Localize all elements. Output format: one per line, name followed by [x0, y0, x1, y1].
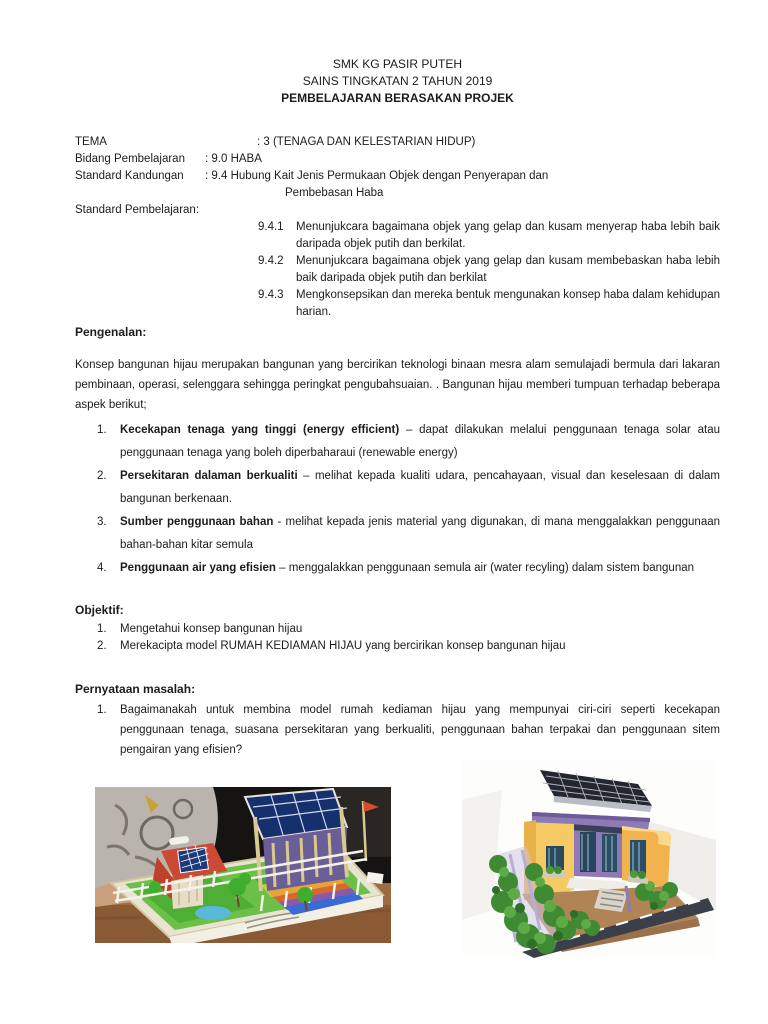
- item-text: Bagaimanakah untuk membina model rumah kediaman hijau yang mempunyai ciri-ciri seperti kecekapan penggunaan tenaga, suasana persekitaran yang berkualiti, penggunaan bahan terpakai dan penggunaan sitem pengairan yang efisien?: [120, 704, 720, 756]
- list-item: [97, 700, 720, 760]
- item-number: 9.4.2: [258, 255, 284, 267]
- item-number: 9.4.3: [258, 289, 284, 301]
- list-item: [258, 287, 720, 321]
- item-rest: - melihat kepada jenis material yang digunakan, di mana menggalakkan penggunaan bahan-bahan kitar semula: [120, 516, 721, 551]
- list-item: [97, 621, 720, 638]
- bidang-label: Bidang Pembelajaran: [75, 153, 185, 165]
- item-number: 3.: [97, 516, 107, 528]
- list-item: [258, 253, 720, 287]
- pengenalan-heading: Pengenalan:: [75, 325, 147, 339]
- list-item: [97, 638, 720, 655]
- meta-block: [75, 134, 720, 219]
- standard-pembelajaran-list: [258, 219, 720, 321]
- list-item: [258, 219, 720, 253]
- pernyataan-heading: Pernyataan masalah:: [75, 682, 196, 696]
- item-text: Menunjukcara bagaimana objek yang gelap dan kusam menyerap haba lebih baik daripada objek putih dan berkilat.: [296, 221, 720, 250]
- pengenalan-paragraph: Konsep bangunan hijau merupakan bangunan yang bercirikan teknologi binaan mesra alam semulajadi bermula dari lakaran pembinaan, operasi, selenggara sehingga peringkat pengubahsuaian. . Bangunan hijau memberi tumpuan terhadap beberapa aspek berikut;: [75, 359, 720, 411]
- standard-kandungan-value-cont: Pembebasan Haba: [285, 187, 384, 199]
- item-number: 4.: [97, 562, 107, 574]
- standard-pembelajaran-label: Standard Pembelajaran:: [75, 204, 200, 216]
- item-number: 2.: [97, 470, 107, 482]
- aspect-list: [97, 419, 720, 580]
- school-name: SMK KG PASIR PUTEH: [332, 57, 463, 71]
- list-item: [97, 465, 720, 511]
- meta-row-standard-kandungan: [75, 168, 720, 185]
- objektif-heading: Objektif:: [75, 603, 124, 617]
- item-rest: – menggalakkan penggunaan semula air (water recyling) dalam sistem bangunan: [275, 562, 695, 574]
- photo-model-house-illustration-2: [462, 760, 716, 958]
- item-text: Menunjukcara bagaimana objek yang gelap dan kusam membebaskan haba lebih baik daripada objek putih dan berkilat: [296, 255, 720, 284]
- subject-year-line: SAINS TINGKATAN 2 TAHUN 2019: [302, 74, 493, 88]
- meta-row-tema: [75, 134, 720, 151]
- item-text: Merekacipta model RUMAH KEDIAMAN HIJAU yang bercirikan konsep bangunan hijau: [120, 640, 566, 652]
- list-item: [97, 511, 720, 557]
- list-item: [97, 557, 720, 580]
- item-text: [120, 465, 720, 511]
- tema-label: TEMA: [75, 136, 107, 148]
- photo-model-rumah-hijau-1: [95, 787, 391, 943]
- item-number: 1.: [97, 623, 107, 635]
- item-text: [120, 557, 720, 580]
- item-rest: – melihat kepada kualiti udara, pencahayaan, visual dan keselesaan di dalam bangunan berkenaan.: [120, 470, 720, 505]
- document-header: [75, 56, 720, 107]
- item-number: 1.: [97, 704, 107, 716]
- standard-kandungan-value: : 9.4 Hubung Kait Jenis Permukaan Objek dengan Penyerapan dan: [205, 170, 549, 182]
- item-rest: – dapat dilakukan melalui penggunaan tenaga solar atau penggunaan tenaga yang boleh diperbaharaui (renewable energy): [120, 424, 720, 459]
- item-bold-lead: Penggunaan air yang efisien: [120, 562, 276, 574]
- item-text: Mengkonsepsikan dan mereka bentuk mengunakan konsep haba dalam kehidupan harian.: [296, 289, 720, 318]
- standard-kandungan-label: Standard Kandungan: [75, 170, 184, 182]
- document-title: PEMBELAJARAN BERASAKAN PROJEK: [281, 91, 514, 105]
- photo-model-rumah-hijau-2: [462, 760, 716, 958]
- photo-model-house-illustration-1: [95, 787, 391, 943]
- item-number: 1.: [97, 424, 107, 436]
- meta-row-bidang: [75, 151, 720, 168]
- bidang-value: : 9.0 HABA: [205, 153, 262, 165]
- pernyataan-list: [97, 700, 720, 760]
- item-text: [120, 419, 720, 465]
- list-item: [97, 419, 720, 465]
- objektif-list: [97, 621, 720, 655]
- item-bold-lead: Sumber penggunaan bahan: [120, 516, 274, 528]
- item-number: 9.4.1: [258, 221, 284, 233]
- item-bold-lead: Kecekapan tenaga yang tinggi (energy efficient): [120, 424, 400, 436]
- item-number: 2.: [97, 640, 107, 652]
- item-bold-lead: Persekitaran dalaman berkualiti: [120, 470, 298, 482]
- item-text: Mengetahui konsep bangunan hijau: [120, 623, 303, 635]
- tema-value: : 3 (TENAGA DAN KELESTARIAN HIDUP): [257, 136, 476, 148]
- item-text: [120, 511, 720, 557]
